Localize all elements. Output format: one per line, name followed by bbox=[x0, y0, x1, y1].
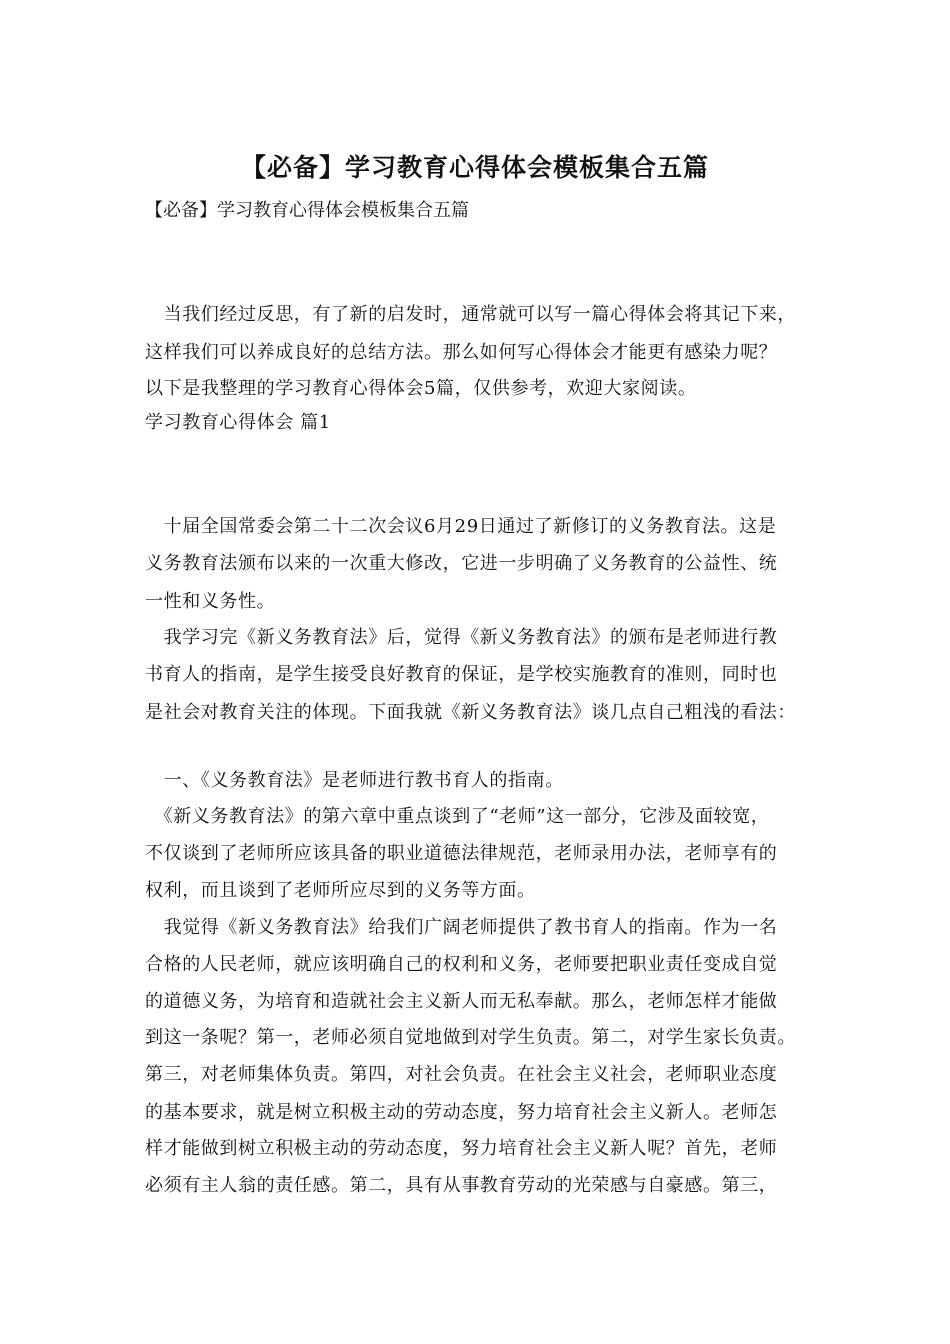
paragraph-line: 我觉得《新义务教育法》给我们广阔老师提供了教书育人的指南。作为一名 bbox=[145, 917, 778, 938]
paragraph-line: 不仅谈到了老师所应该具备的职业道德法律规范，老师录用办法，老师享有的 bbox=[145, 843, 778, 864]
paragraph-line: 合格的人民老师，就应该明确自己的权利和义务，老师要把职业责任变成自觉 bbox=[145, 954, 778, 975]
paragraph-line: 这样我们可以养成良好的总结方法。那么如何写心得体会才能更有感染力呢？ bbox=[145, 342, 778, 363]
document-subtitle: 【必备】学习教育心得体会模板集合五篇 bbox=[145, 200, 469, 221]
paragraph-line: 的基本要求，就是树立积极主动的劳动态度，努力培育社会主义新人。老师怎 bbox=[145, 1102, 778, 1123]
paragraph-line: 我学习完《新义务教育法》后，觉得《新义务教育法》的颁布是老师进行教 bbox=[145, 627, 778, 648]
paragraph-line: 是社会对教育关注的体现。下面我就《新义务教育法》谈几点自己粗浅的看法： bbox=[145, 702, 796, 723]
section-heading: 学习教育心得体会 篇1 bbox=[145, 412, 331, 433]
paragraph-line: 权利，而且谈到了老师所应尽到的义务等方面。 bbox=[145, 880, 536, 901]
paragraph-line: 以下是我整理的学习教育心得体会5篇，仅供参考，欢迎大家阅读。 bbox=[145, 378, 697, 399]
paragraph-line: 《新义务教育法》的第六章中重点谈到了“老师”这一部分，它涉及面较宽， bbox=[145, 806, 770, 827]
paragraph-line: 的道德义务，为培育和造就社会主义新人而无私奉献。那么，老师怎样才能做 bbox=[145, 991, 778, 1012]
paragraph-line: 一、《义务教育法》是老师进行教书育人的指南。 bbox=[145, 770, 564, 791]
document-title: 【必备】学习教育心得体会模板集合五篇 bbox=[240, 153, 709, 182]
paragraph-line: 第三，对老师集体负责。第四，对社会负责。在社会主义社会，老师职业态度 bbox=[145, 1064, 778, 1085]
paragraph-line: 必须有主人翁的责任感。第二，具有从事教育劳动的光荣感与自豪感。第三， bbox=[145, 1175, 778, 1196]
paragraph-line: 义务教育法颁布以来的一次重大修改，它进一步明确了义务教育的公益性、统 bbox=[145, 553, 778, 574]
paragraph-line: 一性和义务性。 bbox=[145, 591, 276, 612]
paragraph-line: 样才能做到树立积极主动的劳动态度，努力培育社会主义新人呢？首先，老师 bbox=[145, 1138, 778, 1159]
paragraph-line: 到这一条呢？第一，老师必须自觉地做到对学生负责。第二，对学生家长负责。 bbox=[145, 1027, 796, 1048]
paragraph-line: 书育人的指南，是学生接受良好教育的保证，是学校实施教育的准则，同时也 bbox=[145, 664, 778, 685]
paragraph-line: 当我们经过反思，有了新的启发时，通常就可以写一篇心得体会将其记下来， bbox=[145, 304, 796, 325]
paragraph-line: 十届全国常委会第二十二次会议6月29日通过了新修订的义务教育法。这是 bbox=[145, 516, 777, 537]
